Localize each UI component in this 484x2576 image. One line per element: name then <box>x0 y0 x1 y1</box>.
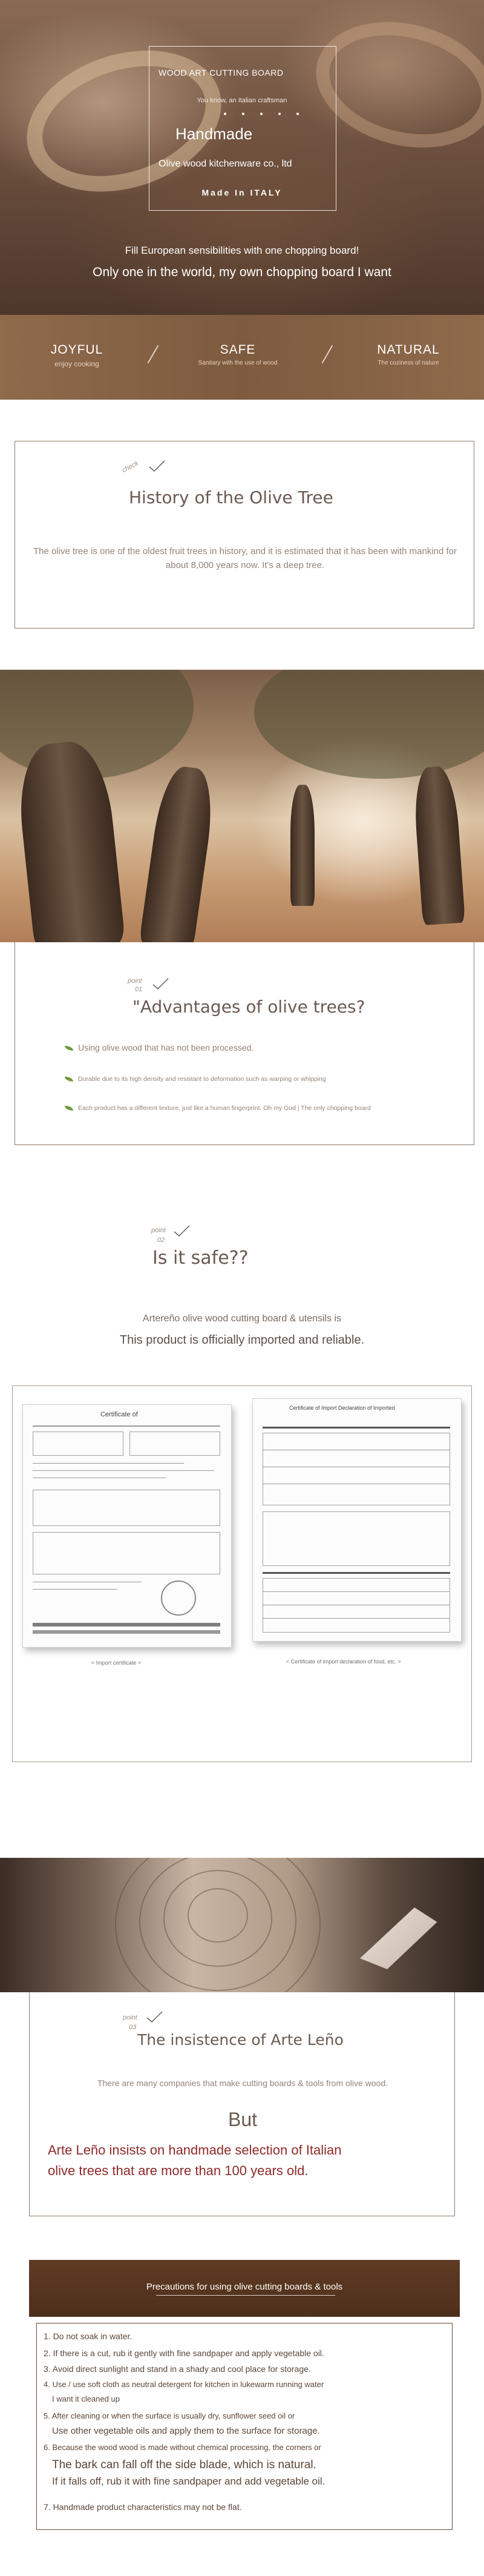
point-label: point <box>123 2014 137 2021</box>
feature-subtitle: The coziness of nature <box>378 360 439 366</box>
leaf-icon <box>65 1046 73 1051</box>
precaution-line: Use other vegetable oils and apply them to the surface for storage. <box>52 2426 320 2436</box>
feature-safe <box>168 343 307 366</box>
precautions-title: Precautions for using olive cutting boards & tools <box>146 2282 343 2292</box>
list-item: Using olive wood that has not been processed. <box>65 1043 253 1052</box>
check-mark-icon <box>148 460 166 473</box>
feature-joyful <box>7 343 146 368</box>
olive-trees-photo <box>0 670 484 942</box>
import-certificate-image <box>22 1404 232 1648</box>
leaf-icon <box>65 1077 73 1082</box>
check-label: check <box>120 459 140 475</box>
feature-subtitle: Sanitary with the use of wood <box>198 360 278 366</box>
point-number: 02 <box>157 1237 165 1244</box>
hero-dots <box>224 113 315 120</box>
feature-bar <box>0 315 484 400</box>
precaution-line: 2. If there is a cut, rub it gently with fine sandpaper and apply vegetable oil. <box>44 2348 324 2358</box>
precaution-line: 7. Handmade product characteristics may not be flat. <box>44 2502 242 2512</box>
precaution-line: 1. Do not soak in water. <box>44 2331 132 2341</box>
check-mark-icon <box>152 977 170 991</box>
feature-title: SAFE <box>220 343 256 357</box>
safe-line-2: This product is officially imported and reliable. <box>119 1333 365 1347</box>
scallop-border <box>29 2311 460 2323</box>
safe-title: Is it safe?? <box>152 1247 249 1269</box>
advantages-title: "Advantages of olive trees? <box>132 997 365 1017</box>
history-text: The olive tree is one of the oldest fruit trees in history, and it is estimated that it has been with mankind for about 8,000 years now. It's a deep tree. <box>33 546 457 571</box>
point-number: 03 <box>129 2024 137 2031</box>
advantages-section <box>15 942 474 1145</box>
doc-title: Certificate of Import Declaration of Imported <box>289 1405 395 1411</box>
hero-company: Olive wood kitchenware co., ltd <box>159 159 292 169</box>
hero-board-title: WOOD ART CUTTING BOARD <box>159 68 284 78</box>
insistence-section <box>29 1992 455 2216</box>
insistence-text: There are many companies that make cutting boards & tools from olive wood. <box>97 2078 388 2088</box>
point-number: 01 <box>135 986 143 993</box>
precaution-line: If it falls off, rub it with fine sandpaper and add vegetable oil. <box>52 2475 325 2487</box>
check-mark-icon <box>146 2010 164 2024</box>
certificates-box <box>12 1385 472 1762</box>
hero-handmade: Handmade <box>175 125 253 143</box>
history-section <box>15 441 474 629</box>
feature-subtitle: enjoy cooking <box>54 360 99 368</box>
insistence-title: The insistence of Arte Leño <box>137 2031 344 2049</box>
declaration-certificate-image <box>252 1398 462 1642</box>
hero-craftsman: You know, an Italian craftsman <box>197 97 287 104</box>
hero-slogan-main: Only one in the world, my own chopping board I want <box>93 265 391 279</box>
precaution-line: I want it cleaned up <box>52 2394 120 2403</box>
point-label: point <box>151 1227 166 1234</box>
list-item: Each product has a different texture, just like a human fingerprint. Oh my God | The only chopping board <box>65 1105 371 1112</box>
feature-natural <box>339 343 478 366</box>
precaution-line: 5. After cleaning or when the surface is usually dry, sunflower seed oil or <box>44 2411 295 2420</box>
history-title: History of the Olive Tree <box>129 487 333 507</box>
precaution-line: 6. Because the wood wood is made without chemical processing, the corners or <box>44 2443 321 2452</box>
feature-title: NATURAL <box>377 343 440 357</box>
insistence-emphasis-1: Arte Leño insists on handmade selection of Italian <box>48 2142 342 2158</box>
doc-title: Certificate of <box>100 1411 138 1418</box>
safe-line-1: Artereño olive wood cutting board & utensils is <box>142 1313 342 1324</box>
leaf-icon <box>65 1106 73 1111</box>
insistence-but: But <box>227 2109 258 2130</box>
hero-made-in: Made In ITALY <box>201 188 283 197</box>
caption-import-certificate: < Import certificate > <box>91 1660 142 1666</box>
caption-declaration-certificate: < Certificate of import declaration of food, etc. > <box>286 1659 401 1665</box>
point-label: point <box>128 977 142 985</box>
precaution-line: 3. Avoid direct sunlight and stand in a shady and cool place for storage. <box>44 2364 311 2374</box>
hero-banner <box>0 0 484 315</box>
divider <box>322 345 333 363</box>
check-mark-icon <box>173 1224 191 1238</box>
title-underline <box>156 2295 335 2296</box>
olive-wood-rings-photo <box>0 1858 484 1992</box>
precaution-line: The bark can fall off the side blade, which is natural. <box>52 2459 316 2471</box>
insistence-emphasis-2: olive trees that are more than 100 years old. <box>48 2163 309 2178</box>
precautions-section <box>29 2260 460 2535</box>
hero-slogan: Fill European sensibilities with one chopping board! <box>125 245 359 256</box>
precaution-line: 4. Use / use soft cloth as neutral detergent for kitchen in lukewarm running water <box>44 2380 324 2389</box>
divider <box>148 345 159 363</box>
feature-title: JOYFUL <box>50 343 103 357</box>
list-item: Durable due to its high density and resistant to deformation such as warping or whipping <box>65 1075 326 1083</box>
